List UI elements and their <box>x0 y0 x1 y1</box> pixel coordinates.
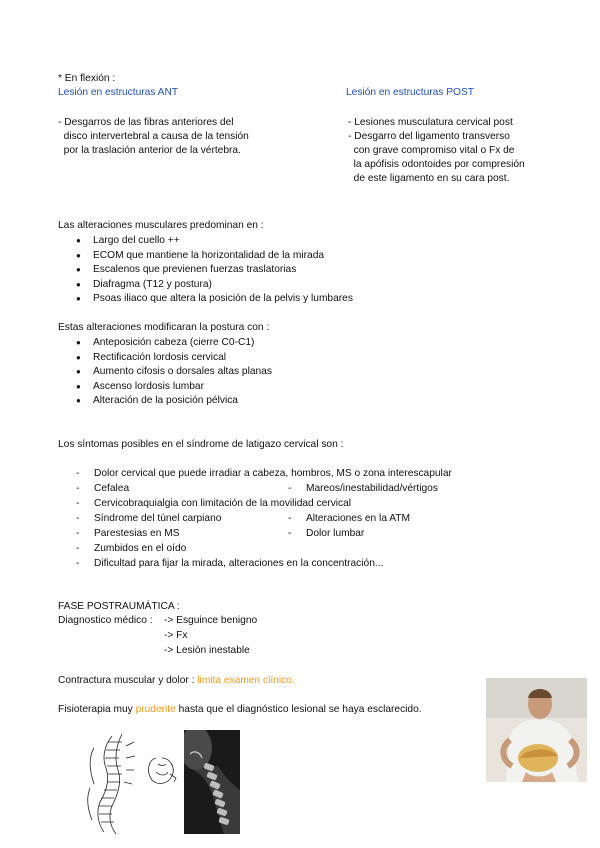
sintoma-item: - Dolor lumbar <box>288 528 365 539</box>
sintoma-item: - Zumbidos en el oído <box>76 543 187 554</box>
cervical-xray-image <box>184 730 240 834</box>
sintomas-intro: Los síntomas posibles en el síndrome de latigazo cervical son : <box>58 439 344 450</box>
fisio-line: Fisioterapia muy prudente hasta que el diagnóstico lesional se haya esclarecido. <box>58 704 422 715</box>
ant-title: Lesión en estructuras ANT <box>58 87 179 98</box>
contractura-highlight: limita examen clínico. <box>197 675 295 686</box>
diag-label: Diagnostico médico : <box>58 615 153 626</box>
post-line-1: - Lesiones musculatura cervical post <box>348 117 513 128</box>
diag-item: -> Fx <box>164 630 188 641</box>
post-line-3: con grave compromiso vital o Fx de <box>348 145 515 156</box>
sintoma-item: - Cefalea <box>76 483 130 494</box>
muscular-list <box>76 234 353 307</box>
postura-item: ● Aumento cifosis o dorsales altas planas <box>76 365 272 380</box>
postura-item: ● Alteración de la posición pélvica <box>76 394 272 409</box>
muscular-item: ● Largo del cuello ++ <box>76 234 353 249</box>
sintoma-item: - Cervicobraquialgia con limitación de la movilidad cervical <box>76 498 352 509</box>
muscular-item: ● Psoas iliaco que altera la posición de la pelvis y lumbares <box>76 292 353 307</box>
flexion-heading: * En flexión : <box>58 73 116 84</box>
postura-item: ● Rectificación lordosis cervical <box>76 351 272 366</box>
post-title: Lesión en estructuras POST <box>346 87 474 98</box>
muscular-item: ● Diafragma (T12 y postura) <box>76 278 353 293</box>
diag-item: -> Lesión inestable <box>164 645 250 656</box>
postura-item: ● Ascenso lordosis lumbar <box>76 380 272 395</box>
ant-line-3: por la traslación anterior de la vértebra. <box>58 145 241 156</box>
postura-item: ● Anteposición cabeza (cierre C0-C1) <box>76 336 272 351</box>
muscular-item: ● Escalenos que previenen fuerzas traslatorias <box>76 263 353 278</box>
sintoma-item: - Síndrome del túnel carpiano <box>76 513 222 524</box>
fase-title: FASE POSTRAUMÁTICA : <box>58 601 180 612</box>
muscular-intro: Las alteraciones musculares predominan en : <box>58 220 264 231</box>
diag-item: -> Esguince benigno <box>164 615 258 626</box>
spine-drawing-image <box>82 728 180 836</box>
contractura-line: Contractura muscular y dolor : limita examen clínico. <box>58 675 295 686</box>
post-line-5: de este ligamento en su cara post. <box>348 173 510 184</box>
sintoma-item: - Parestesias en MS <box>76 528 180 539</box>
sintoma-item: - Dificultad para fijar la mirada, alteraciones en la concentración... <box>76 558 384 569</box>
postura-intro: Estas alteraciones modificaran la postura con : <box>58 322 270 333</box>
postura-list <box>76 336 272 409</box>
sintoma-item: - Alteraciones en la ATM <box>288 513 410 524</box>
fisio-highlight: prudente <box>135 704 176 715</box>
sintoma-item: - Dolor cervical que puede irradiar a cabeza, hombros, MS o zona interescapular <box>76 468 452 479</box>
muscular-item: ● ECOM que mantiene la horizontalidad de la mirada <box>76 249 353 264</box>
ant-line-2: disco intervertebral a causa de la tensión <box>58 131 249 142</box>
post-line-2: - Desgarro del ligamento transverso <box>348 131 510 142</box>
post-line-4: la apófisis odontoides por compresión <box>348 159 525 170</box>
physiotherapy-photo-image <box>486 678 587 782</box>
ant-line-1: - Desgarros de las fibras anteriores del <box>58 117 234 128</box>
sintoma-item: - Mareos/inestabilidad/vértigos <box>288 483 438 494</box>
